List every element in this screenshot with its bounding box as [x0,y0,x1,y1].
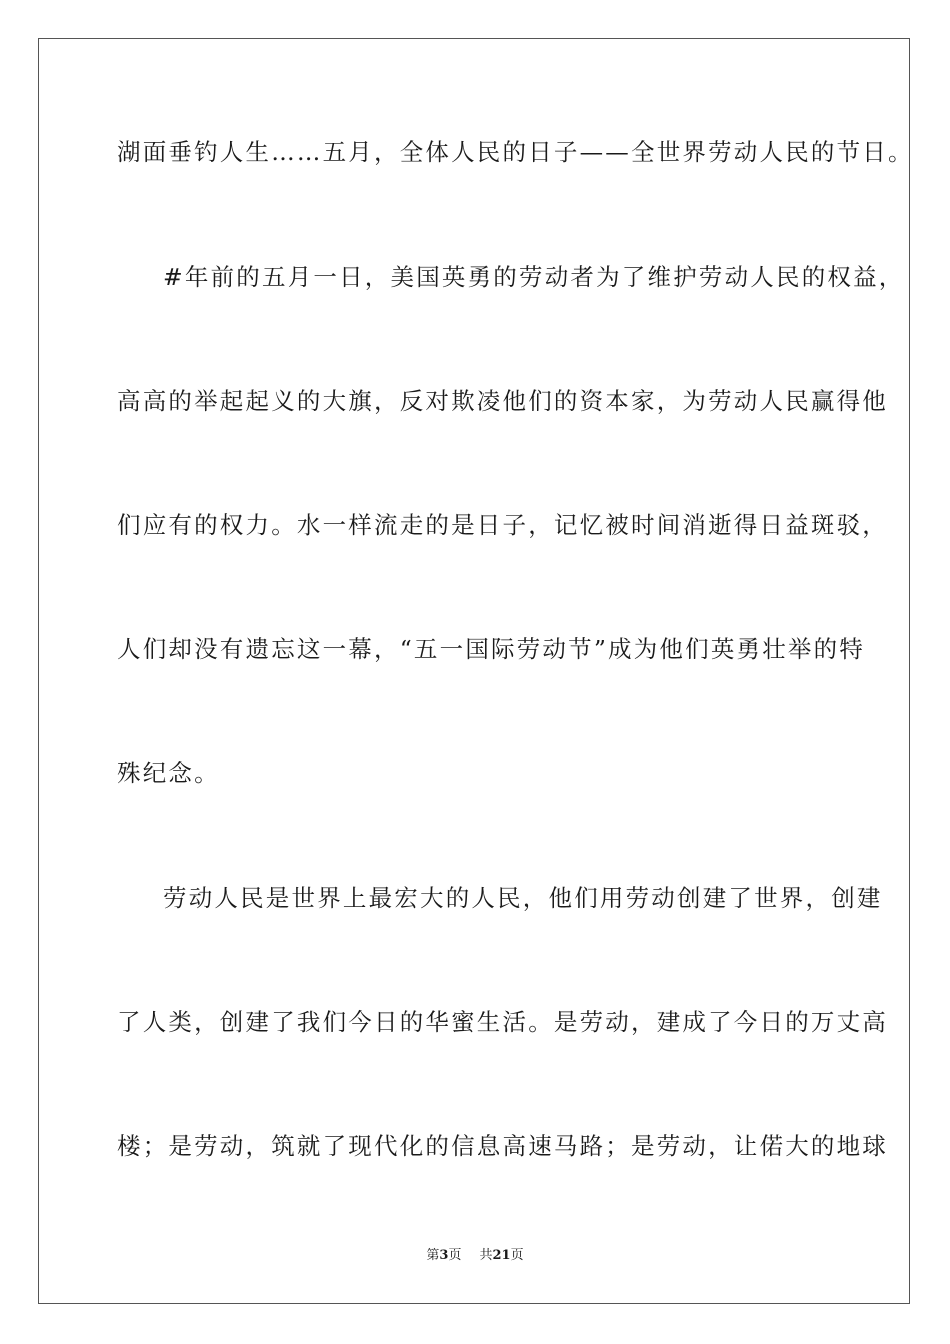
text-line-1: 湖面垂钓人生……五月，全体人民的日子——全世界劳动人民的节日。 [117,138,914,166]
page-suffix: 页 [448,1248,462,1263]
page-prefix: 第 [426,1248,440,1263]
text-line-3: 高高的举起起义的大旗，反对欺凌他们的资本家，为劳动人民赢得他 [117,387,888,415]
total-suffix: 页 [510,1248,524,1263]
page-border [38,38,910,1304]
text-line-7: 劳动人民是世界上最宏大的人民，他们用劳动创建了世界，创建 [163,884,883,912]
page-current: 3 [439,1248,449,1263]
text-line-5: 人们却没有遗忘这一幕，“五一国际劳动节”成为他们英勇壮举的特 [117,635,866,663]
text-line-9: 楼；是劳动，筑就了现代化的信息高速马路；是劳动，让偌大的地球 [117,1132,888,1160]
text-line-8: 了人类，创建了我们今日的华蜜生活。是劳动，建成了今日的万丈高 [117,1008,888,1036]
text-line-2: #年前的五月一日，美国英勇的劳动者为了维护劳动人民的权益， [163,263,905,291]
page-total: 21 [492,1248,511,1263]
total-prefix: 共 [479,1248,493,1263]
text-line-6: 殊纪念。 [117,759,220,787]
page-footer [0,1247,950,1265]
text-line-4: 们应有的权力。水一样流走的是日子，记忆被时间消逝得日益斑驳， [117,511,888,539]
